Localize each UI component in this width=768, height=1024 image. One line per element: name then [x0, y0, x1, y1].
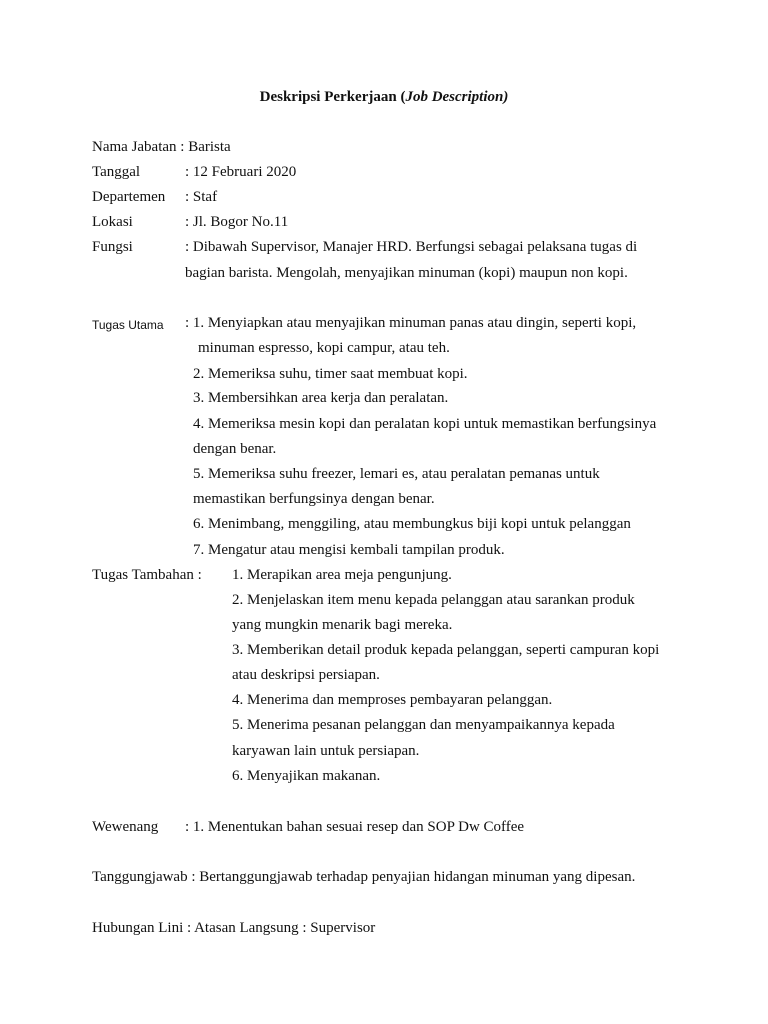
nama-jabatan-label: Nama Jabatan	[92, 139, 177, 155]
tanggal-value: : 12 Februari 2020	[185, 164, 297, 180]
tanggungjawab-line: Tanggungjawab : Bertanggungjawab terhadap penyajian hidangan minuman yang dipesan.	[92, 869, 636, 885]
tugas-tambahan-line: atau deskripsi persiapan.	[232, 667, 380, 683]
tugas-utama-line: minuman espresso, kopi campur, atau teh.	[198, 340, 450, 356]
wewenang-value: : 1. Menentukan bahan sesuai resep dan SOP Dw Coffee	[185, 819, 525, 835]
lokasi-value: : Jl. Bogor No.11	[185, 214, 289, 230]
tugas-utama-line: 4. Memeriksa mesin kopi dan peralatan kopi untuk memastikan berfungsinya	[193, 416, 657, 432]
departemen-label: Departemen	[92, 189, 166, 205]
tugas-tambahan-line: karyawan lain untuk persiapan.	[232, 743, 420, 759]
tugas-tambahan-label: Tugas Tambahan :	[92, 567, 202, 583]
tugas-utama-label: Tugas Utama	[92, 318, 164, 332]
tugas-tambahan-line: 3. Memberikan detail produk kepada pelanggan, seperti campuran kopi	[232, 642, 660, 658]
tugas-utama-line: memastikan berfungsinya dengan benar.	[193, 491, 435, 507]
tugas-tambahan-line: 6. Menyajikan makanan.	[232, 768, 381, 784]
tugas-tambahan-line: 2. Menjelaskan item menu kepada pelanggan atau sarankan produk	[232, 592, 635, 608]
fungsi-label: Fungsi	[92, 239, 133, 255]
fungsi-line: bagian barista. Mengolah, menyajikan minuman (kopi) maupun non kopi.	[185, 265, 628, 281]
tugas-tambahan-line: yang mungkin menarik bagi mereka.	[232, 617, 453, 633]
tugas-utama-line: 5. Memeriksa suhu freezer, lemari es, atau peralatan pemanas untuk	[193, 466, 600, 482]
tugas-tambahan-line: 1. Merapikan area meja pengunjung.	[232, 567, 452, 583]
tugas-tambahan-line: 4. Menerima dan memproses pembayaran pelanggan.	[232, 692, 553, 708]
tugas-utama-line: 2. Memeriksa suhu, timer saat membuat kopi.	[193, 366, 468, 382]
page-title: Deskripsi Perkerjaan (Job Description)	[259, 89, 509, 105]
nama-jabatan-value: Barista	[188, 139, 231, 155]
tugas-utama-line: 6. Menimbang, menggiling, atau membungkus biji kopi untuk pelanggan	[193, 516, 631, 532]
hubungan-lini-line: Hubungan Lini : Atasan Langsung : Supervisor	[92, 920, 376, 936]
tugas-utama-line: dengan benar.	[193, 441, 277, 457]
wewenang-label: Wewenang	[92, 819, 159, 835]
tugas-tambahan-line: 5. Menerima pesanan pelanggan dan menyampaikannya kepada	[232, 717, 615, 733]
tanggal-label: Tanggal	[92, 164, 141, 180]
tugas-utama-line: 7. Mengatur atau mengisi kembali tampilan produk.	[193, 542, 505, 558]
fungsi-line: : Dibawah Supervisor, Manajer HRD. Berfungsi sebagai pelaksana tugas di	[185, 239, 638, 255]
tugas-utama-line: : 1. Menyiapkan atau menyajikan minuman panas atau dingin, seperti kopi,	[185, 315, 637, 331]
departemen-value: : Staf	[185, 189, 218, 205]
tugas-utama-line: 3. Membersihkan area kerja dan peralatan.	[193, 390, 449, 406]
nama-jabatan-row: Nama Jabatan : Barista	[92, 139, 231, 155]
lokasi-label: Lokasi	[92, 214, 133, 230]
